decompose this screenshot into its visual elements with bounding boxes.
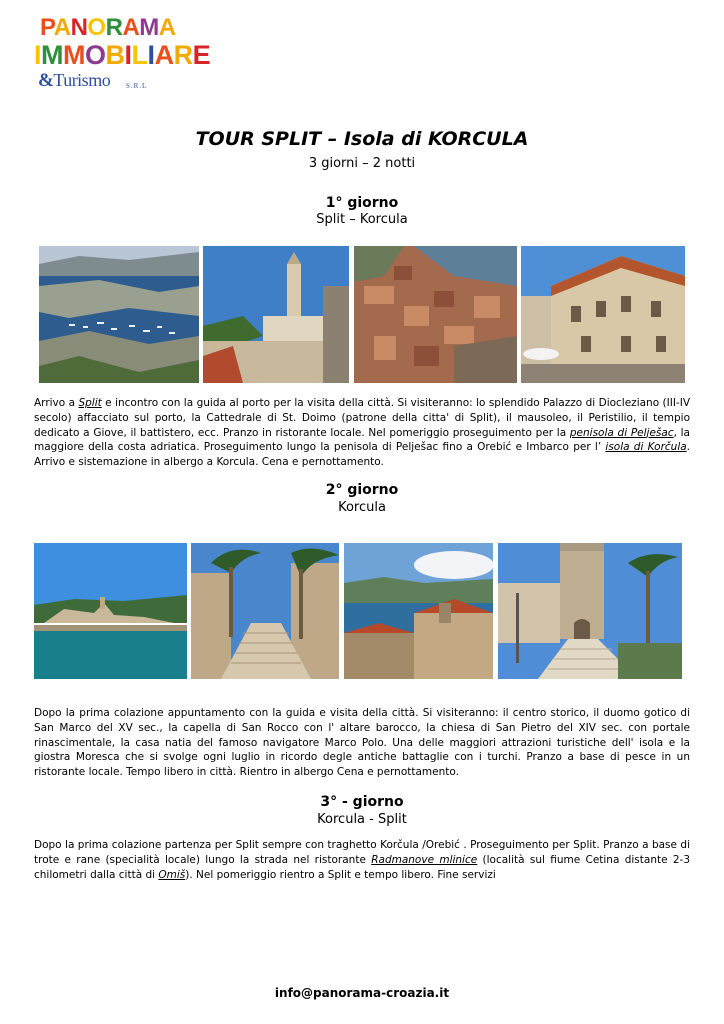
place-link[interactable]: penisola di Pelješac [569,426,674,439]
body-text: e incontro con la guida al porto per la visita della città. Si visiteranno: lo splendido Palazzo di Diocleziano (III-IV secolo) affacciato sul porto, la Cattedrale di St. Doimo (patrone della citta' di Split), il mausoleo, il Peristilio, il tempio dedicato a Giove, il battistero, ecc. Pranzo in ristorante locale. Nel pomeriggio proseguimento per la [34,397,690,439]
logo-letter: A [122,14,140,41]
photo-korcula-rooftops [344,543,493,679]
logo-letter: O [85,40,106,70]
day1-heading: 1° giorno [325,195,399,211]
logo-letter: I [34,40,42,70]
photo-split-harbor [39,246,199,383]
logo-srl: S.R.L [126,82,148,90]
day3-description [34,838,690,882]
photo-split-aerial-city [354,246,517,383]
logo-letter: E [192,40,211,70]
logo-letter: M [41,40,64,70]
body-text: , la maggiore della costa adriatica. Proseguimento lungo la penisola di Pelješac fino a Orebić e Imbarco per l’ [34,426,690,454]
place-link[interactable]: Radmanove mlinice [371,853,478,866]
photo-korcula-gate-tower [498,543,682,679]
logo-letter: A [53,14,71,41]
logo-letter: I [124,40,132,70]
photo-split-square [521,246,685,383]
logo-letter: M [139,14,159,41]
body-text: . Arrivo e sistemazione in albergo a Korcula. Cena e pernottamento. [34,441,691,469]
day1-description [34,396,690,470]
day3-route: Korcula - Split [317,812,407,827]
body-text: ). Nel pomeriggio rientro a Split e tempo libero. Fine servizi [185,868,496,881]
logo-line-turismo [38,70,110,92]
photo-split-bell-tower [203,246,349,383]
contact-email[interactable]: info@panorama-croazia.it [274,986,450,1000]
day3-heading: 3° - giorno [320,794,404,810]
logo-letter: B [105,40,125,70]
day2-route: Korcula [338,500,386,515]
tour-duration: 3 giorni – 2 notti [308,156,416,171]
logo-letter: R [173,40,193,70]
tour-title: TOUR SPLIT – Isola di KORCULA [195,128,529,150]
logo-letter: R [105,14,123,41]
body-text: Arrivo a [34,397,79,409]
photo-korcula-palms-stairs [191,543,339,679]
logo-letter: A [154,40,174,70]
logo-line-immobiliare [34,40,210,71]
place-link[interactable]: Split [78,397,102,409]
logo-letter: A [158,14,176,41]
place-link[interactable]: Omiš [158,868,186,881]
day2-description [34,706,690,780]
place-link[interactable]: isola di Korčula [605,441,687,454]
logo-letter: I [147,40,155,70]
logo-letter: N [70,14,88,41]
logo-letter: O [87,14,106,41]
body-text: Dopo la prima colazione partenza per Split sempre con traghetto Korčula /Orebić . Proseguimento per Split. Pranzo a base di trote e rane (specialità locale) lungo la strada nel ristorante [34,839,690,866]
body-text: (località sul fiume Cetina distante 2-3 chilometri dalla città di [34,853,691,881]
body-text: Dopo la prima colazione appuntamento con la guida e visita della città. Si visiteranno: il centro storico, il duomo gotico di San Marco del XV sec., la capella di San Rocco con l' altare barocco, la chiesa di San Pietro del XIV sec. con portale rinascimentale, la casa natia del famoso navigatore Marco Polo. Una delle maggiori attrazioni turistiche dell' isola e la giostra Moresca che si svolge ogni luglio in ricordo degle antiche battaglie con i turchi. Pranzo a base di pesce in un ristorante locale. Tempo libero in città. Rientro in albergo Cena e pernottamento. [34,707,690,779]
logo-letter: M [63,40,86,70]
logo-letter: L [131,40,148,70]
logo-line-panorama [40,14,176,42]
logo-turismo-text: Turismo [53,70,111,90]
day2-heading: 2° giorno [325,482,399,498]
photo-korcula-coast [34,543,187,679]
logo-letter: P [40,14,54,41]
company-logo [34,14,211,96]
logo-ampersand: & [38,70,54,91]
day1-route: Split – Korcula [316,212,408,227]
